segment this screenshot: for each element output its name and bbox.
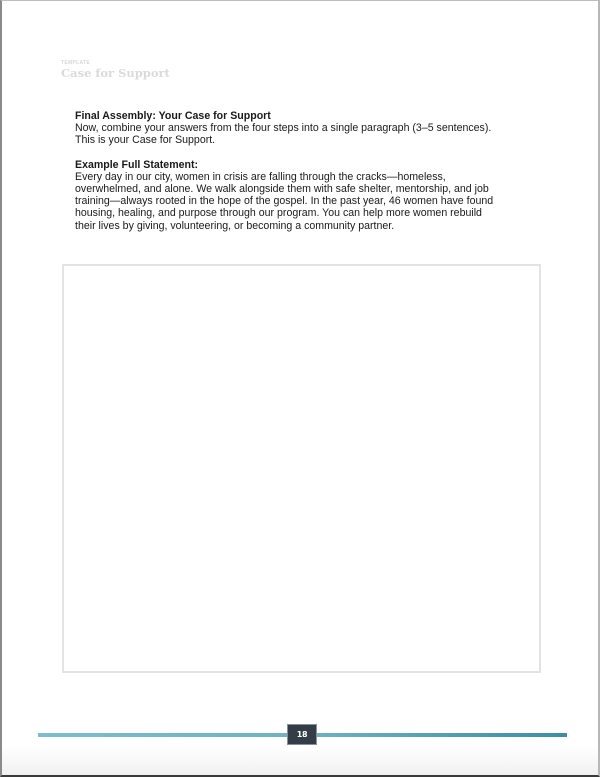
final-assembly-text: Now, combine your answers from the four steps into a single paragraph (3–5 sentences). This is your Case for Support. xyxy=(75,122,492,147)
page-header xyxy=(61,60,170,80)
example-statement-text: Every day in our city, women in crisis are falling through the cracks—homeless, overwhelmed, and alone. We walk alongside them with safe shelter, mentorship, and job training—always rooted in the hope of the gospel. In the past year, 46 women have found housing, healing, and purpose through our program. You can help more women rebuild their lives by giving, volunteering, or becoming a community partner. xyxy=(75,170,494,232)
section-spacer xyxy=(75,147,505,159)
header-title: Case for Support xyxy=(61,66,170,80)
answer-writing-box[interactable] xyxy=(62,264,541,673)
header-kicker: TEMPLATE xyxy=(61,60,90,66)
page-number-badge: 18 xyxy=(287,724,317,745)
final-assembly-heading: Final Assembly: Your Case for Support xyxy=(75,110,271,122)
example-statement-heading: Example Full Statement: xyxy=(75,158,199,171)
page-content xyxy=(75,110,505,232)
